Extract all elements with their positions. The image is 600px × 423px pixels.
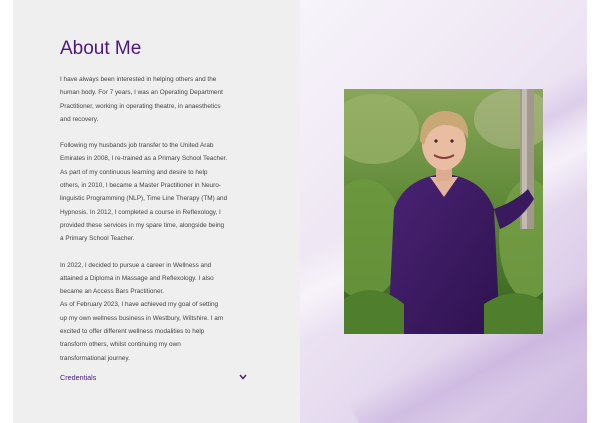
bio-paragraph-1: I have always been interested in helping others and the human body. For 7 years, I was an Operating Department Practitioner, working in operating theatre, in anaesthetics and recovery. xyxy=(60,76,223,123)
profile-photo xyxy=(344,89,543,334)
bio-paragraph-3: In 2022, I decided to pursue a career in Wellness and attained a Diploma in Massage and Reflexology. I also became an Access Bars Practitioner. As of February 2023, I have achieved my goal of setting up my own wellness business in Westbury, Wiltshire. I am excited to offer different wellness modalities to help transform others, whilst continuing my own transformational journey. xyxy=(60,261,224,362)
credentials-toggle[interactable] xyxy=(60,372,248,382)
bio-text xyxy=(60,73,260,378)
about-section xyxy=(13,0,587,423)
bio-paragraph-2: Following my husbands job transfer to the United Arab Emirates in 2008, I re-trained as a Primary School Teacher. As part of my continuous learning and desire to help others, in 2010, I became a Master Practitioner in Neuro- linguistic Programming (NLP), Time Line Therapy (TM) and Hypnosis. In 2012, I completed a course in Reflexology, I provided these services in my spare time, alongside being a Primary School Teacher. xyxy=(60,142,228,243)
credentials-label: Credentials xyxy=(60,372,97,382)
page-title: About Me xyxy=(60,38,142,59)
chevron-down-icon[interactable] xyxy=(238,372,248,382)
about-text-panel xyxy=(13,0,300,423)
